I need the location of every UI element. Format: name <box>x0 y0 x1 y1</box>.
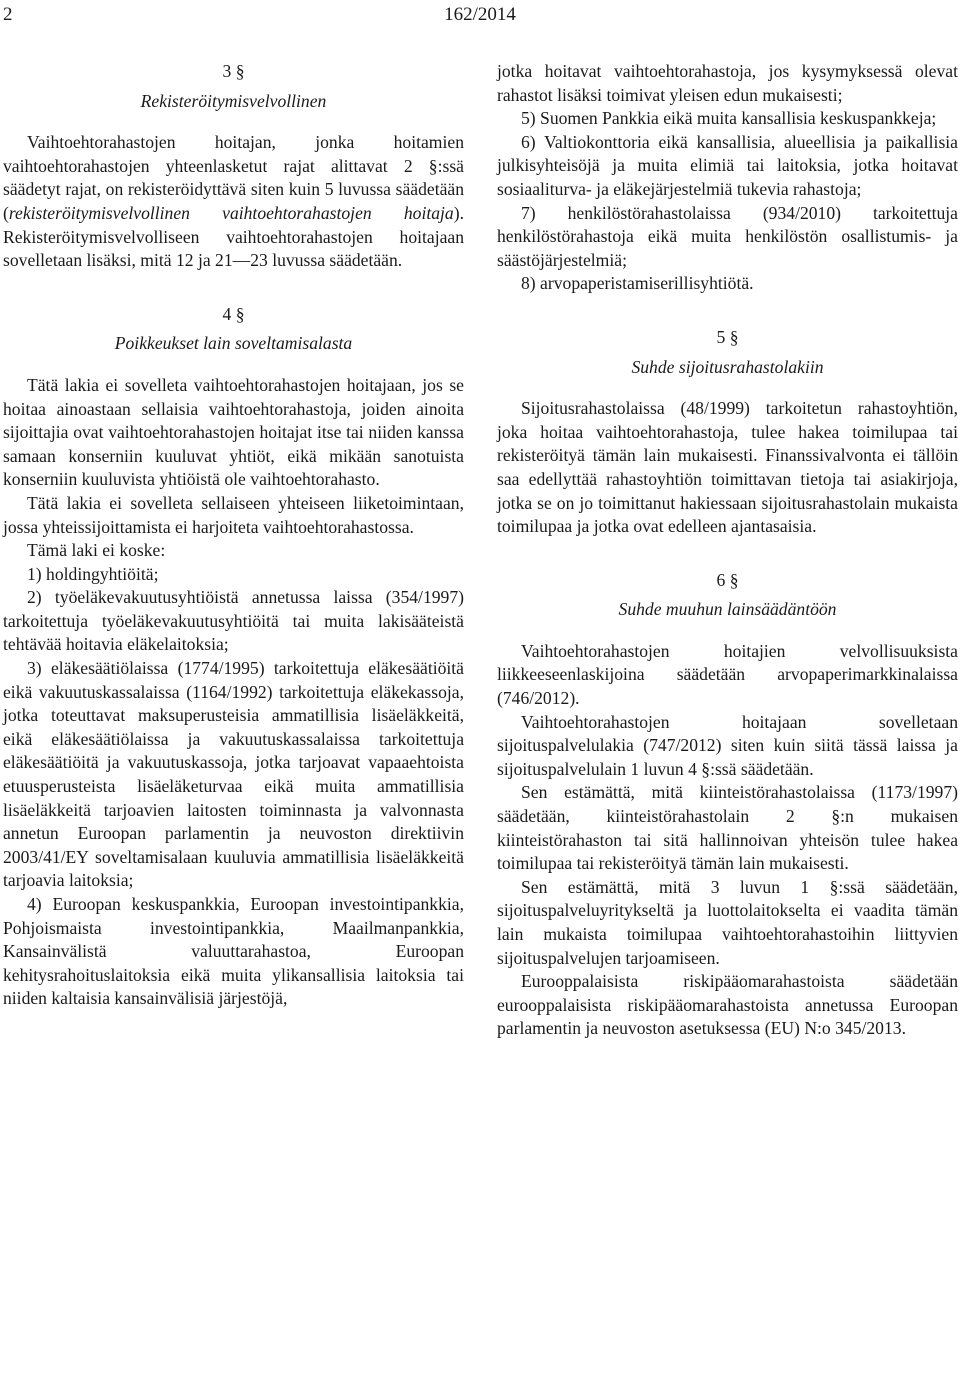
right-column <box>497 60 958 1041</box>
section-3-number: 3 § <box>222 61 245 81</box>
section-5-number: 5 § <box>716 326 739 347</box>
section-6-paragraph-1: Vaihtoehtorahastojen hoitajien velvollisuuksista liikkeeseenlaskijoina säädetään arvopaperimarkkinalaissa (746/2012). <box>497 640 958 709</box>
section-6-paragraph-3: Sen estämättä, mitä kiinteistörahastolaissa (1173/1997) säädetään, kiinteistörahastolain 2 §:n mukaisen kiinteistörahaston tai sitä hallinnoivan yhteisön tulee hakea toimilupaa tai rekisteröityä tämän lain mukaisesti. <box>497 782 958 874</box>
section-5-paragraph: Sijoitusrahastolaissa (48/1999) tarkoitetun rahastoyhtiön, joka hoitaa vaihtoehtorahastoja, tulee hakea toimilupaa tai rekisteröityä tämän lain mukaisesti. Finanssivalvonta ei tällöin saa edellyttää rahastoyhtiön toimittavan tietoja tai asiakirjoja, jotka se on jo toimittanut hakiessaan sijoitusrahastolain mukaista toimilupaa ja jotka ovat edelleen ajantasaisia. <box>497 398 958 537</box>
section-4-item-4: 4) Euroopan keskuspankkia, Euroopan investointipankkia, Pohjoismaista investointipankkia, Maailmanpankkia, Kansainvälistä valuuttarahastoa, Euroopan kehitysrahoituslaitoksia eikä muita ylikansallisia laitoksia tai niiden kaltaisia kansainvälisiä järjestöjä, <box>3 894 464 1009</box>
section-5-title: Suhde sijoitusrahastolakiin <box>631 356 824 377</box>
section-4-item-7: 7) henkilöstörahastolaissa (934/2010) tarkoitettuja henkilöstörahastoja eikä muita henkilöstön osallistumis- ja säästöjärjestelmiä; <box>497 202 958 270</box>
document-number: 162/2014 <box>444 4 516 25</box>
section-3-text-a: Vaihtoehtorahastojen hoitajan, jonka hoitamien vaihtoehtorahastojen yhteenlasketut rajat alittavat 2 §:ssä säädetyt rajat, on rekisteröidyttävä siten kuin 5 luvussa säädetään ( <box>3 132 464 223</box>
section-4-item-8: 8) arvopaperistamiserillisyhtiötä. <box>521 273 754 294</box>
section-3-text-b: ). Rekisteröitymisvelvolliseen vaihtoehtorahastojen hoitajaan sovelletaan lisäksi, mitä 12 ja 21—23 luvussa säädetään. <box>3 202 464 271</box>
section-6-title: Suhde muuhun lainsäädäntöön <box>618 599 837 620</box>
section-4-item-5: 5) Suomen Pankkia eikä muita kansallisia keskuspankkeja; <box>521 108 937 129</box>
page-number: 2 <box>3 4 13 25</box>
left-column <box>3 60 464 1011</box>
section-4-continuation: jotka hoitavat vaihtoehtorahastoja, jos kysymyksessä olevat rahastot lisäksi toimivat yleisen edun mukaisesti; <box>497 61 958 105</box>
section-4-paragraph-1: Tätä lakia ei sovelleta vaihtoehtorahastojen hoitajaan, jos se hoitaa ainoastaan sellaisia vaihtoehtorahastoja, joiden ainoita sijoittajia ovat vaihtoehtorahastojen hoitajat itse tai niiden kanssa samaan konserniin kuuluvat yhtiöt, eikä mikään sanotuista konserniin kuuluvista yhtiöistä ole vaihtoehtorahasto. <box>3 374 464 490</box>
section-6-paragraph-5: Eurooppalaisista riskipääomarahastoista säädetään eurooppalaisista riskipääomarahastoista annetussa Euroopan parlamentin ja neuvoston asetuksessa (EU) N:o 345/2013. <box>497 971 958 1039</box>
section-4-item-2: 2) työeläkevakuutusyhtiöistä annetussa laissa (354/1997) tarkoitettuja työeläkevakuutusyhtiöitä tai muita lakisääteistä tehtävää hoitavia eläkelaitoksia; <box>3 587 464 655</box>
page-header <box>3 4 957 28</box>
section-4-item-1: 1) holdingyhtiöitä; <box>27 563 159 584</box>
section-6-paragraph-2: Vaihtoehtorahastojen hoitajaan sovelletaan sijoituspalvelulakia (747/2012) siten kuin siitä tässä laissa ja sijoituspalvelulain 1 luvun 4 §:ssä säädetään. <box>497 711 958 779</box>
section-6-paragraph-4: Sen estämättä, mitä 3 luvun 1 §:ssä säädetään, sijoituspalveluyritykseltä ja luottolaitokselta ei vaadita tämän lain mukaista toimilupaa vaihtoehtorahastoihin liittyvien sijoituspalvelujen tarjoamiseen. <box>497 876 958 968</box>
section-3-defined-term: rekisteröitymisvelvollinen vaihtoehtorahastojen hoitaja <box>8 202 454 223</box>
section-6-number: 6 § <box>716 569 739 590</box>
section-4-item-3: 3) eläkesäätiölaissa (1774/1995) tarkoitettuja eläkesäätiöitä eikä vakuutuskassalaissa (1164/1992) tarkoitettuja eläkekassoja, jotka toteuttavat maksuperusteisia ammatillisia lisäeläkkeitä, eikä eläkesäätiölaissa ja vakuutuskassalaissa tarkoitettuja eläkesäätiöitä ja vakuutuskassoja, jotka tarjoavat vapaaehtoista etuusperusteista lisäeläketurvaa eikä muita ammatillisia lisäeläkkeitä tarjoavien laitosten toiminnasta ja valvonnasta annetun Euroopan parlamentin ja neuvoston direktiivin 2003/41/EY soveltamisalaan kuuluvia ammatillisia lisäeläkkeitä tarjoavia laitoksia; <box>3 658 464 891</box>
section-4-paragraph-2: Tätä lakia ei sovelleta sellaiseen yhteiseen liiketoimintaan, jossa yhteissijoittamista ei harjoiteta vaihtoehtorahastossa. <box>3 492 464 537</box>
section-3-title: Rekisteröitymisvelvollinen <box>140 90 327 111</box>
section-4-title: Poikkeukset lain soveltamisalasta <box>114 333 353 354</box>
section-3-paragraph <box>3 131 464 273</box>
section-4-item-6: 6) Valtiokonttoria eikä kansallisia, alueellisia ja paikallisia julkisyhteisöjä ja muita elimiä tai laitoksia, jotka hoitavat sosiaaliturva- ja eläkejärjestelmiä tukevia rahastoja; <box>497 131 958 199</box>
section-4-paragraph-3: Tämä laki ei koske: <box>27 540 166 561</box>
section-4-number: 4 § <box>222 303 245 324</box>
